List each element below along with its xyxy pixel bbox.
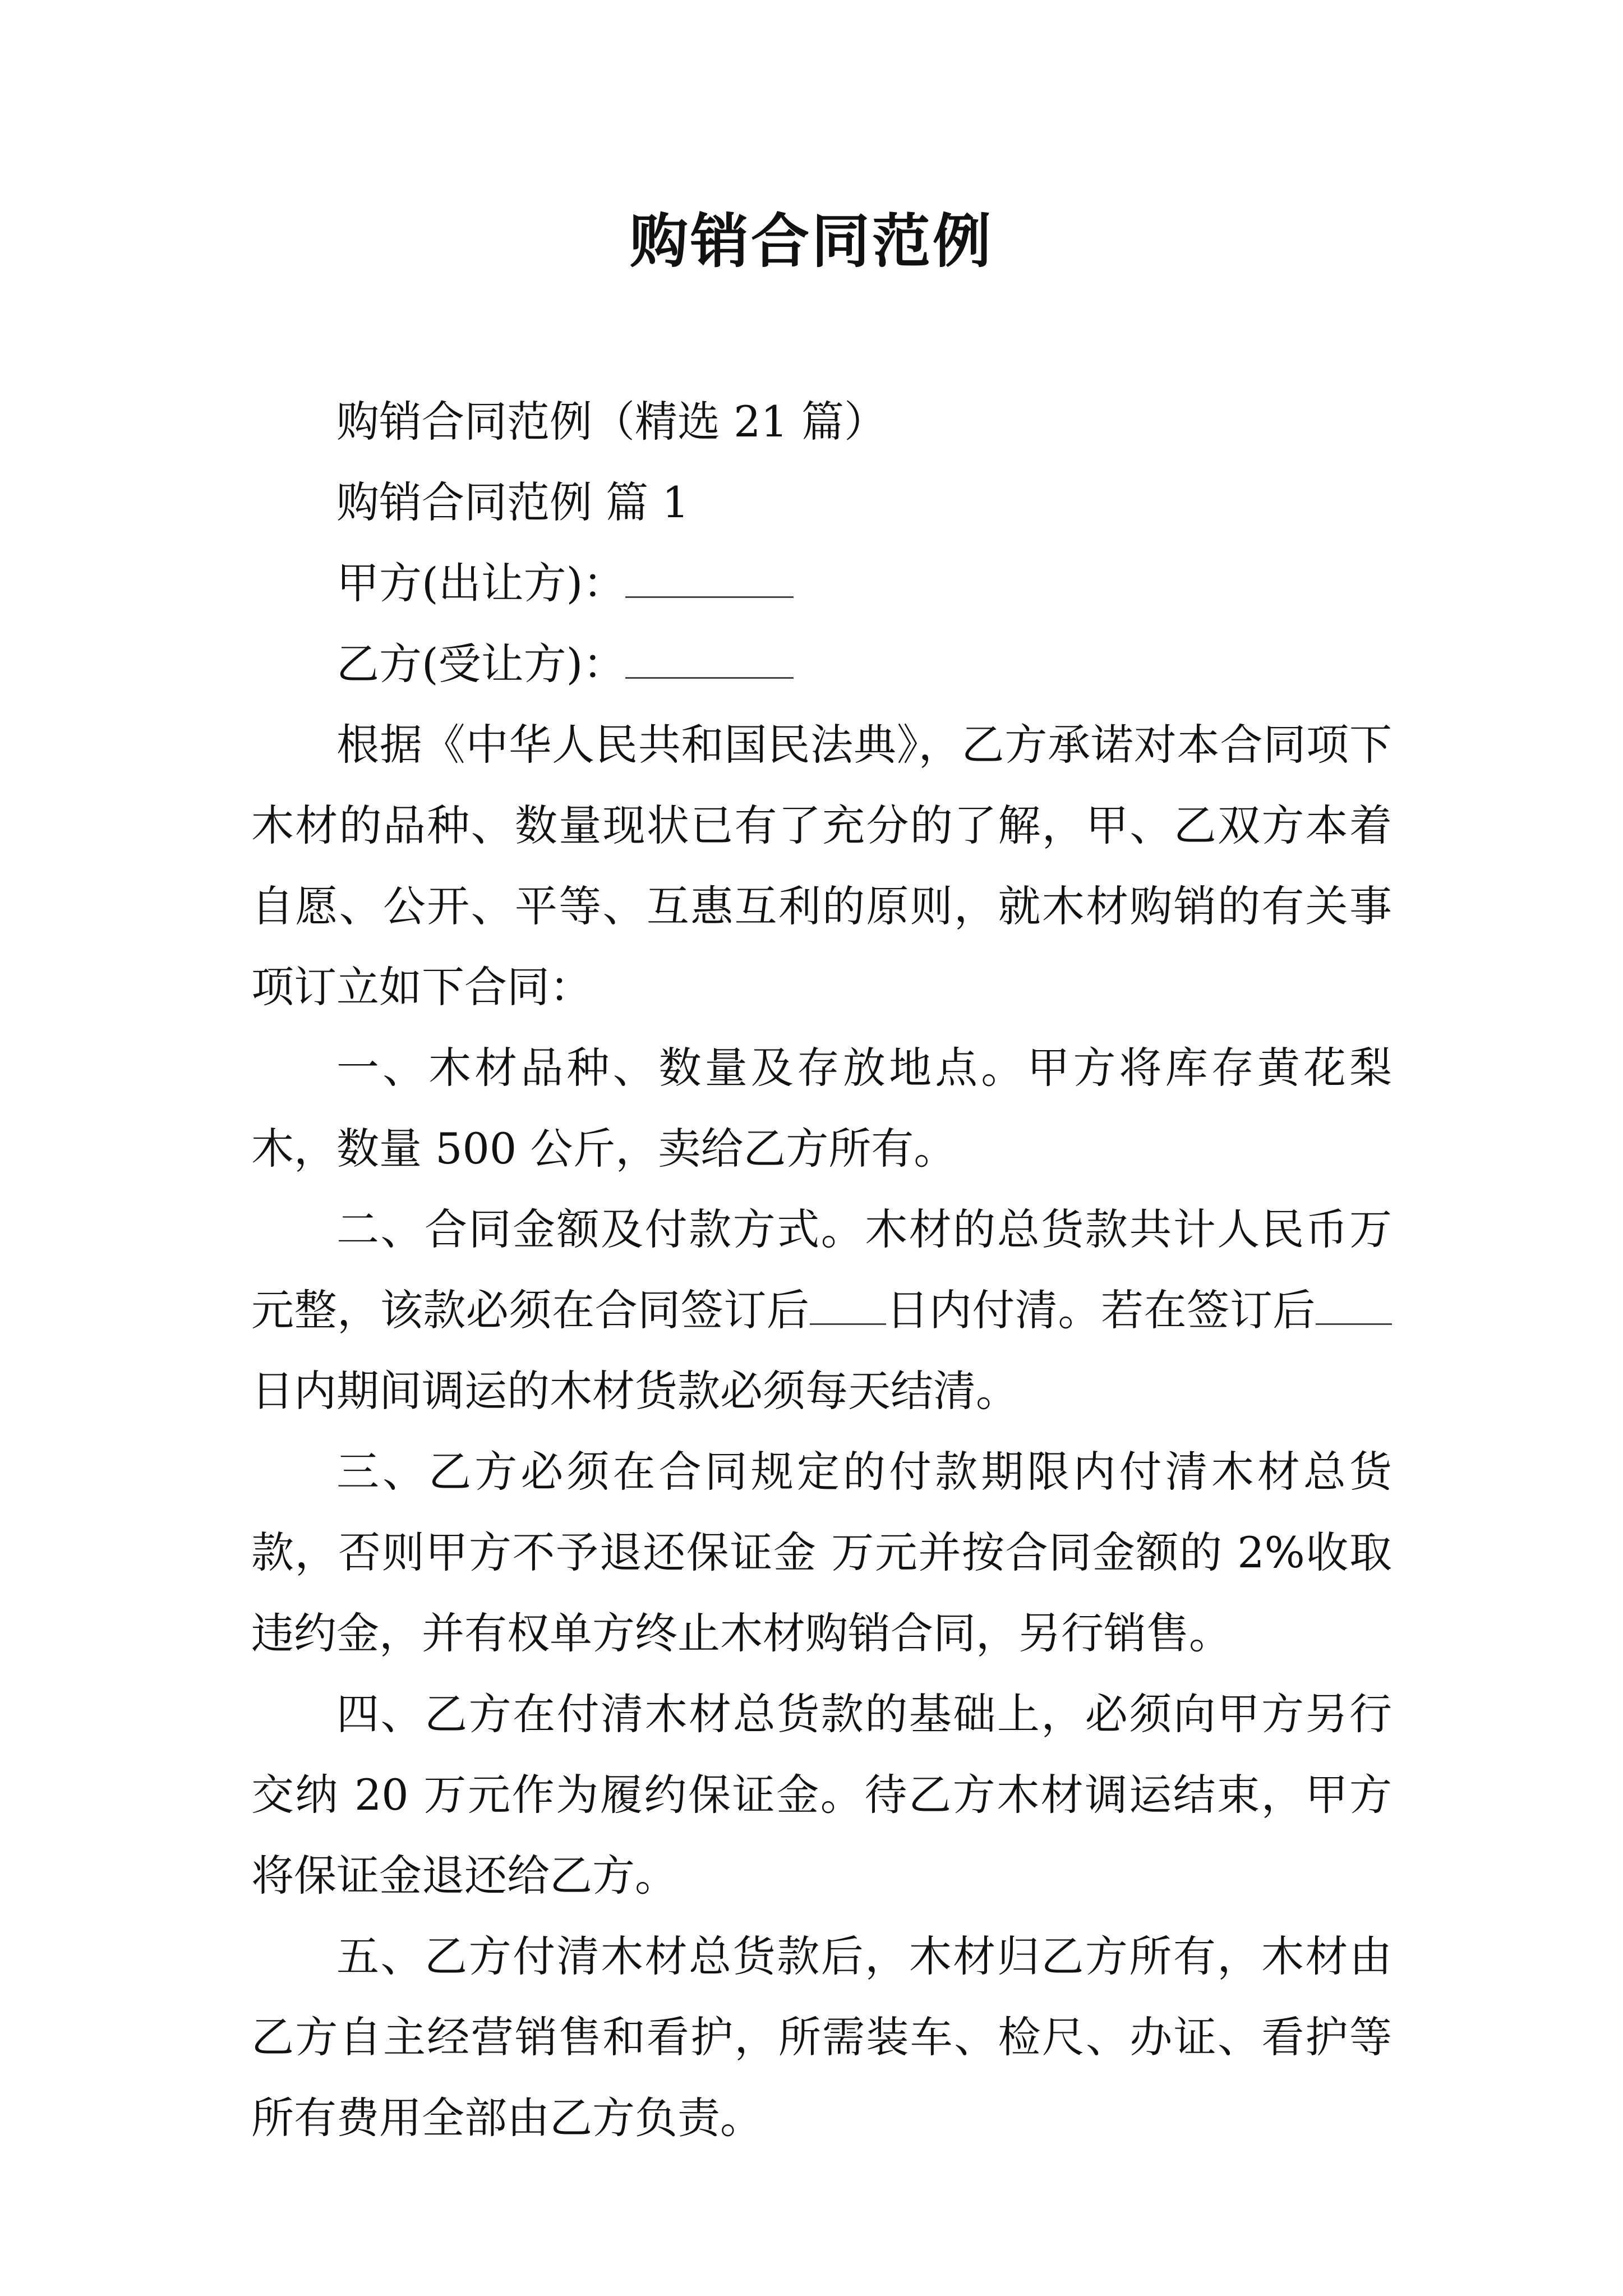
- document-title: 购销合同范例: [629, 207, 993, 275]
- party-a-blank: [625, 559, 794, 598]
- transport-days-blank: [1316, 1286, 1392, 1325]
- clause-2-text-2: 日内付清。若在签订后: [886, 1285, 1316, 1335]
- party-b-line: [251, 624, 1392, 705]
- payment-days-blank: [810, 1286, 886, 1325]
- clause-2: [251, 1189, 1392, 1432]
- clause-2-text-3: 日内期间调运的木材货款必须每天结清。: [251, 1366, 1018, 1416]
- document-body: [251, 381, 1392, 2159]
- clause-4: 四、乙方在付清木材总货款的基础上，必须向甲方另行交纳 20 万元作为履约保证金。待乙方木材调运结束，甲方将保证金退还给乙方。: [251, 1689, 1392, 1901]
- party-b-label: 乙方(受让方)：: [336, 639, 626, 689]
- clause-2-text-1: 二、合同金额及付款方式。木材的总货款共计人民币万元整，该款必须在合同签订后: [251, 1204, 1392, 1335]
- party-a-label: 甲方(出让方)：: [336, 558, 626, 608]
- clause-5: 五、乙方付清木材总货款后，木材归乙方所有，木材由乙方自主经营销售和看护，所需装车、检尺、办证、看护等所有费用全部由乙方负责。: [251, 1931, 1392, 2143]
- party-a-line: [251, 543, 1392, 624]
- intro-paragraph: 根据《中华人民共和国民法典》，乙方承诺对本合同项下木材的品种、数量现状已有了充分的了解，甲、乙双方本着自愿、公开、平等、互惠互利的原则，就木材购销的有关事项订立如下合同：: [251, 720, 1392, 1012]
- section-heading: 购销合同范例 篇 1: [336, 477, 689, 527]
- party-b-blank: [625, 640, 794, 679]
- clause-1: 一、木材品种、数量及存放地点。甲方将库存黄花梨木，数量 500 公斤，卖给乙方所有。: [251, 1043, 1392, 1174]
- clause-3: 三、乙方必须在合同规定的付款期限内付清木材总货款，否则甲方不予退还保证金 万元并按合同金额的 2%收取违约金，并有权单方终止木材购销合同，另行销售。: [251, 1447, 1392, 1658]
- subtitle: 购销合同范例（精选 21 篇）: [336, 397, 887, 447]
